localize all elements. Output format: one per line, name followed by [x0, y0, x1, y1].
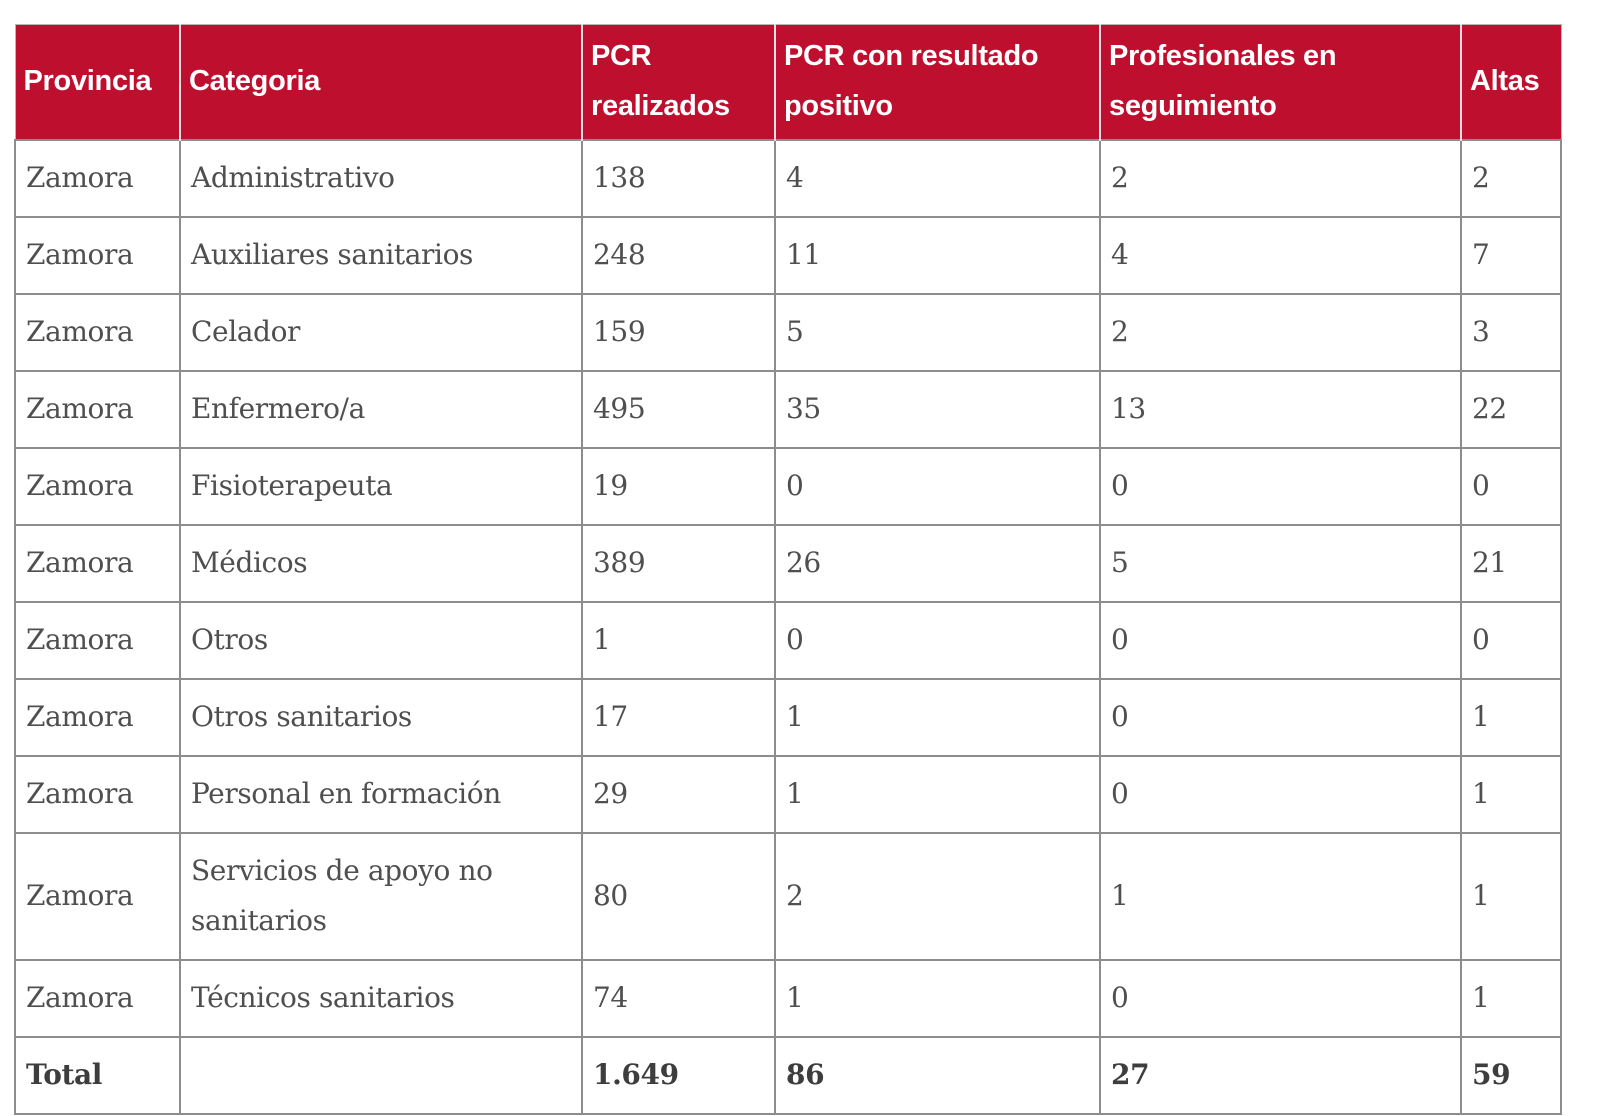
cell-pcr-realizados: 138 — [582, 140, 775, 217]
header-row — [15, 25, 1561, 141]
cell-altas: 1 — [1461, 833, 1561, 960]
cell-provincia: Zamora — [15, 140, 180, 217]
cell-seguimiento: 0 — [1100, 448, 1461, 525]
cell-pcr-positivo: 1 — [775, 756, 1100, 833]
cell-categoria: Enfermero/a — [180, 371, 582, 448]
total-row — [15, 1037, 1561, 1114]
cell-seguimiento: 0 — [1100, 602, 1461, 679]
table-row — [15, 294, 1561, 371]
cell-pcr-positivo: 26 — [775, 525, 1100, 602]
cell-categoria: Celador — [180, 294, 582, 371]
cell-pcr-realizados: 19 — [582, 448, 775, 525]
cell-categoria: Auxiliares sanitarios — [180, 217, 582, 294]
table-container — [14, 24, 1562, 1115]
cell-pcr-positivo: 35 — [775, 371, 1100, 448]
cell-pcr-positivo: 2 — [775, 833, 1100, 960]
total-label: Total — [15, 1037, 180, 1114]
cell-provincia: Zamora — [15, 371, 180, 448]
cell-pcr-positivo: 0 — [775, 602, 1100, 679]
table-row — [15, 525, 1561, 602]
cell-categoria: Fisioterapeuta — [180, 448, 582, 525]
cell-categoria: Otros — [180, 602, 582, 679]
table-row — [15, 602, 1561, 679]
cell-altas: 7 — [1461, 217, 1561, 294]
cell-pcr-realizados: 389 — [582, 525, 775, 602]
cell-categoria: Servicios de apoyo no sanitarios — [180, 833, 582, 960]
table-row — [15, 448, 1561, 525]
table-body — [15, 140, 1561, 1114]
cell-pcr-realizados: 1 — [582, 602, 775, 679]
cell-altas: 1 — [1461, 756, 1561, 833]
cell-altas: 22 — [1461, 371, 1561, 448]
cell-pcr-positivo: 5 — [775, 294, 1100, 371]
cell-seguimiento: 2 — [1100, 294, 1461, 371]
cell-altas: 0 — [1461, 448, 1561, 525]
table-row — [15, 371, 1561, 448]
cell-pcr-positivo: 0 — [775, 448, 1100, 525]
table-row — [15, 217, 1561, 294]
table-row — [15, 833, 1561, 960]
cell-categoria: Personal en formación — [180, 756, 582, 833]
cell-provincia: Zamora — [15, 960, 180, 1037]
pcr-data-table — [14, 24, 1562, 1115]
cell-pcr-positivo: 11 — [775, 217, 1100, 294]
column-header-provincia: Provincia — [15, 25, 180, 141]
total-pcr-realizados: 1.649 — [582, 1037, 775, 1114]
cell-provincia: Zamora — [15, 602, 180, 679]
cell-seguimiento: 1 — [1100, 833, 1461, 960]
cell-altas: 1 — [1461, 679, 1561, 756]
cell-provincia: Zamora — [15, 448, 180, 525]
cell-seguimiento: 5 — [1100, 525, 1461, 602]
cell-pcr-realizados: 248 — [582, 217, 775, 294]
cell-pcr-positivo: 4 — [775, 140, 1100, 217]
total-seguimiento: 27 — [1100, 1037, 1461, 1114]
cell-seguimiento: 0 — [1100, 960, 1461, 1037]
column-header-altas: Altas — [1461, 25, 1561, 141]
cell-seguimiento: 2 — [1100, 140, 1461, 217]
table-row — [15, 960, 1561, 1037]
total-altas: 59 — [1461, 1037, 1561, 1114]
cell-altas: 1 — [1461, 960, 1561, 1037]
cell-pcr-realizados: 74 — [582, 960, 775, 1037]
cell-provincia: Zamora — [15, 679, 180, 756]
column-header-categoria: Categoria — [180, 25, 582, 141]
cell-seguimiento: 13 — [1100, 371, 1461, 448]
cell-pcr-realizados: 17 — [582, 679, 775, 756]
cell-categoria: Administrativo — [180, 140, 582, 217]
cell-pcr-realizados: 80 — [582, 833, 775, 960]
cell-categoria: Técnicos sanitarios — [180, 960, 582, 1037]
table-row — [15, 679, 1561, 756]
column-header-pcr-realizados: PCR realizados — [582, 25, 775, 141]
cell-pcr-positivo: 1 — [775, 679, 1100, 756]
cell-altas: 3 — [1461, 294, 1561, 371]
cell-provincia: Zamora — [15, 294, 180, 371]
table-row — [15, 756, 1561, 833]
cell-seguimiento: 0 — [1100, 756, 1461, 833]
cell-provincia: Zamora — [15, 217, 180, 294]
table-row — [15, 140, 1561, 217]
table-header — [15, 25, 1561, 141]
cell-pcr-realizados: 159 — [582, 294, 775, 371]
total-categoria-empty — [180, 1037, 582, 1114]
cell-pcr-realizados: 29 — [582, 756, 775, 833]
cell-pcr-realizados: 495 — [582, 371, 775, 448]
cell-provincia: Zamora — [15, 525, 180, 602]
total-pcr-positivo: 86 — [775, 1037, 1100, 1114]
cell-pcr-positivo: 1 — [775, 960, 1100, 1037]
cell-categoria: Otros sanitarios — [180, 679, 582, 756]
cell-seguimiento: 0 — [1100, 679, 1461, 756]
cell-provincia: Zamora — [15, 833, 180, 960]
column-header-profesionales-seguimiento: Profesionales en seguimiento — [1100, 25, 1461, 141]
cell-altas: 0 — [1461, 602, 1561, 679]
cell-categoria: Médicos — [180, 525, 582, 602]
cell-seguimiento: 4 — [1100, 217, 1461, 294]
column-header-pcr-positivo: PCR con resultado positivo — [775, 25, 1100, 141]
cell-altas: 2 — [1461, 140, 1561, 217]
cell-provincia: Zamora — [15, 756, 180, 833]
cell-altas: 21 — [1461, 525, 1561, 602]
